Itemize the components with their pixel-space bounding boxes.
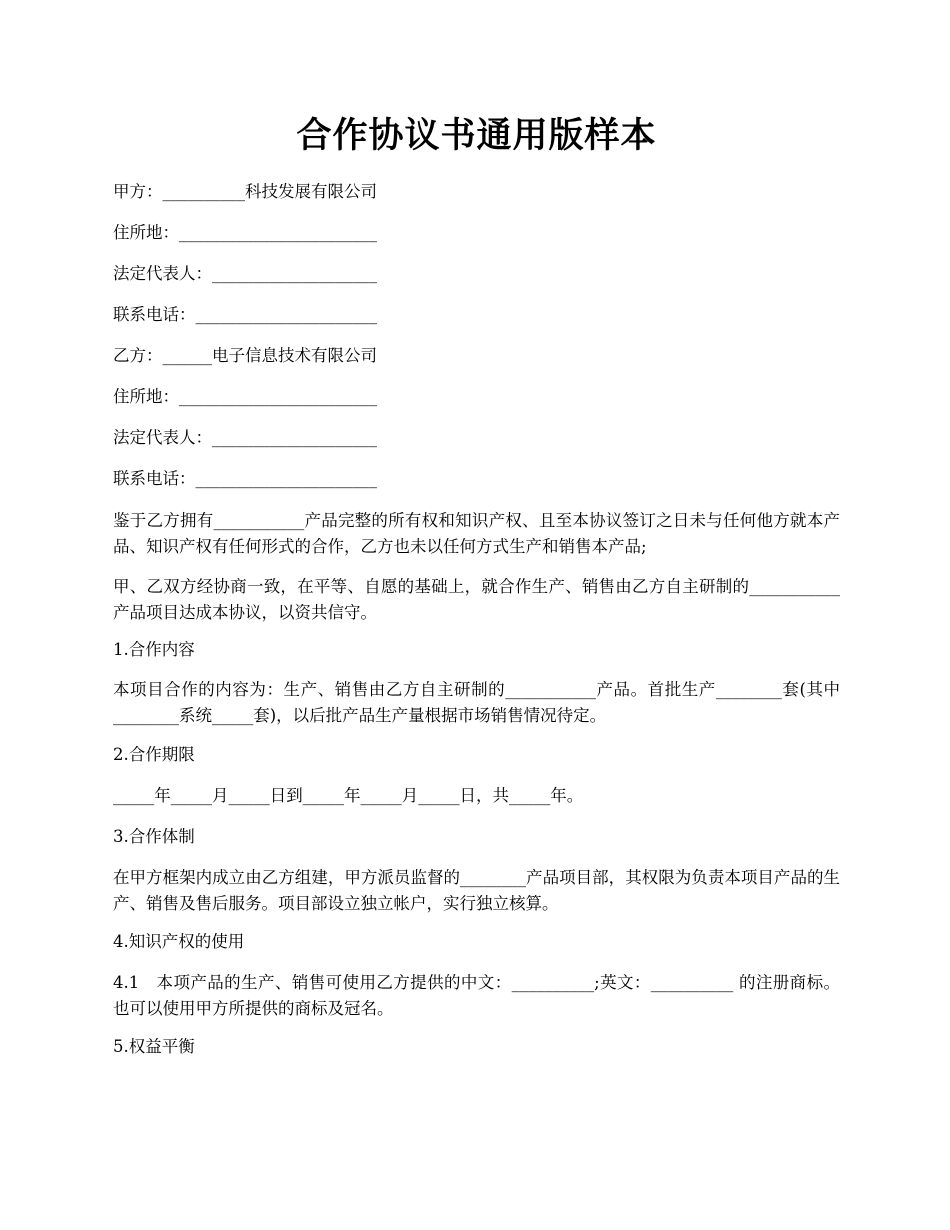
section-1-body: 本项目合作的内容为：生产、销售由乙方自主研制的___________产品。首批生产________套(其中________系统_____套)，以后批产品生产量根据市场销售情况待定。 (113, 680, 840, 725)
party-a-representative: 法定代表人：____________________ (113, 264, 377, 283)
document-title: 合作协议书通用版样本 (296, 115, 657, 156)
party-b-address: 住所地：________________________ (113, 387, 377, 406)
party-a-address: 住所地：________________________ (113, 223, 377, 242)
party-a-name: 甲方：__________科技发展有限公司 (113, 182, 377, 201)
section-3-heading: 3.合作体制 (113, 827, 195, 846)
preamble-paragraph-1: 鉴于乙方拥有___________产品完整的所有权和知识产权、且至本协议签订之日未与任何他方就本产品、知识产权有任何形式的合作，乙方也未以任何方式生产和销售本产品; (113, 511, 840, 556)
section-4-body: 4.1 本项产品的生产、销售可使用乙方提供的中文：__________;英文：__________ 的注册商标。也可以使用甲方所提供的商标及冠名。 (113, 973, 840, 1018)
preamble-paragraph-2: 甲、乙双方经协商一致，在平等、自愿的基础上，就合作生产、销售由乙方自主研制的___________产品项目达成本协议，以资共信守。 (113, 577, 840, 622)
section-5-heading: 5.权益平衡 (113, 1037, 195, 1056)
party-b-name: 乙方：______电子信息技术有限公司 (113, 346, 377, 365)
section-4-heading: 4.知识产权的使用 (113, 932, 245, 951)
section-2-body: _____年_____月_____日到_____年_____月_____日，共_____年。 (113, 786, 584, 805)
section-3-body: 在甲方框架内成立由乙方组建，甲方派员监督的________产品项目部，其权限为负责本项目产品的生产、销售及售后服务。项目部设立独立帐户，实行独立核算。 (113, 868, 840, 913)
party-b-representative: 法定代表人：____________________ (113, 428, 377, 447)
section-2-heading: 2.合作期限 (113, 745, 195, 764)
party-b-phone: 联系电话：______________________ (113, 469, 377, 488)
party-a-phone: 联系电话：______________________ (113, 305, 377, 324)
section-1-heading: 1.合作内容 (113, 640, 195, 659)
